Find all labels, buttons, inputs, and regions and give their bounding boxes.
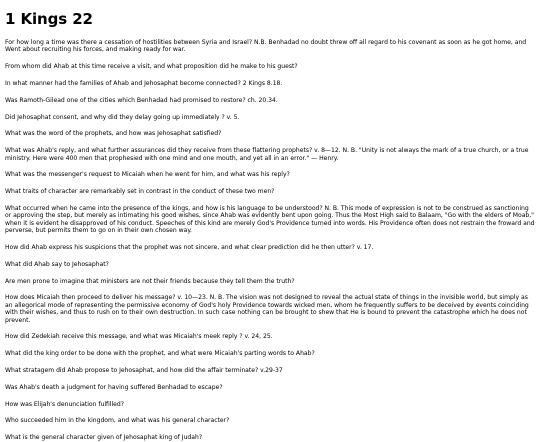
paragraph-15: How did Zedekiah receive this message, and what was Micaiah's meek reply ? v. 24, 25. bbox=[5, 333, 273, 341]
paragraph-4: Was Ramoth-Gilead one of the cities which Benhadad had promised to restore? ch. 20.34. bbox=[5, 96, 278, 104]
paragraph-13: Are men prone to imagine that ministers are not their friends because they tell them the truth? bbox=[5, 277, 295, 285]
page-title: 1 Kings 22 bbox=[5, 10, 93, 28]
question-list bbox=[5, 39, 535, 442]
paragraph-5: Did Jehosaphat consent, and why did they delay going up immediately ? v. 5. bbox=[5, 113, 240, 121]
paragraph-6: What was the word of the prophets, and how was Jehosaphat satisfied? bbox=[5, 130, 222, 138]
paragraph-10: What occurred when he came into the presence of the kings, and how is his language to be understood? N. B. This mode of expression is not to be construed as sanctioning or approving the step, but merely as intimating his good wishes, since Ahab was evidently bent upon going. Thus the Most High said to Balaam, "Go with the elders of Moab," when it is evident he disapproved of his conduct. Speeches of this kind are merely God's Providence turned into words. His Providence often does not restrain the froward and perverse, but permits them to go on in their own chosen way. bbox=[5, 204, 535, 235]
paragraph-16: What did the king order to be done with the prophet, and what were Micaiah's parting words to Ahab? bbox=[5, 350, 315, 358]
paragraph-18: Was Ahab's death a judgment for having suffered Benhadad to escape? bbox=[5, 383, 223, 391]
paragraph-20: Who succeeded him in the kingdom, and what was his general character? bbox=[5, 417, 230, 425]
paragraph-19: How was Elijah's denunciation fulfilled? bbox=[5, 400, 124, 408]
paragraph-21: What is the general character given of Jehosaphat king of Judah? bbox=[5, 434, 203, 442]
paragraph-14: How does Micaiah then proceed to deliver his message? v. 10—23. N. B. The vision was not designed to reveal the actual state of things in the invisible world, but simply as an allegorical mode of representing the permissive economy of God's holy Providence towards wicked men, whom he frequently suffers to be deceived by events coinciding with their wishes, and thus to rush on to their own destruction. In such case nothing can be brought to shew that He is bound to prevent the catastrophe which he does not prevent. bbox=[5, 294, 529, 324]
paragraph-17: What stratagem did Ahab propose to Jehosaphat, and how did the affair terminate? v.29-37 bbox=[5, 367, 283, 374]
paragraph-3: In what manner had the families of Ahab and Jehosaphat become connected? 2 Kings 8.18. bbox=[5, 80, 283, 87]
paragraph-1: For how long a time was there a cessation of hostilities between Syria and Israel? N.B. Benhadad no doubt threw off all regard to his covenant as soon as he got home, and Went about recruiting his forces, and making ready for war. bbox=[5, 39, 527, 54]
paragraph-8: What was the messenger's request to Micaiah when he went for him, and what was his reply? bbox=[5, 171, 290, 179]
paragraph-2: From whom did Ahab at this time receive a visit, and what proposition did he make to his guest? bbox=[5, 63, 298, 71]
paragraph-12: What did Ahab say to Jehosaphat? bbox=[5, 260, 109, 268]
paragraph-7: What was Ahab's reply, and what further assurances did they receive from these flattering prophets? v. 8—12. N. B. "Unity is not always the mark of a true church, or a true ministry. Here were 400 men that prophesied with one mind and one mouth, and yet all in an error." — Henry. bbox=[5, 147, 529, 162]
paragraph-9: What traits of character are remarkably set in contrast in the conduct of these two men? bbox=[5, 188, 275, 196]
paragraph-11: How did Ahab express his suspicions that the prophet was not sincere, and what clear prediction did he then utter? v. 17. bbox=[5, 244, 374, 251]
